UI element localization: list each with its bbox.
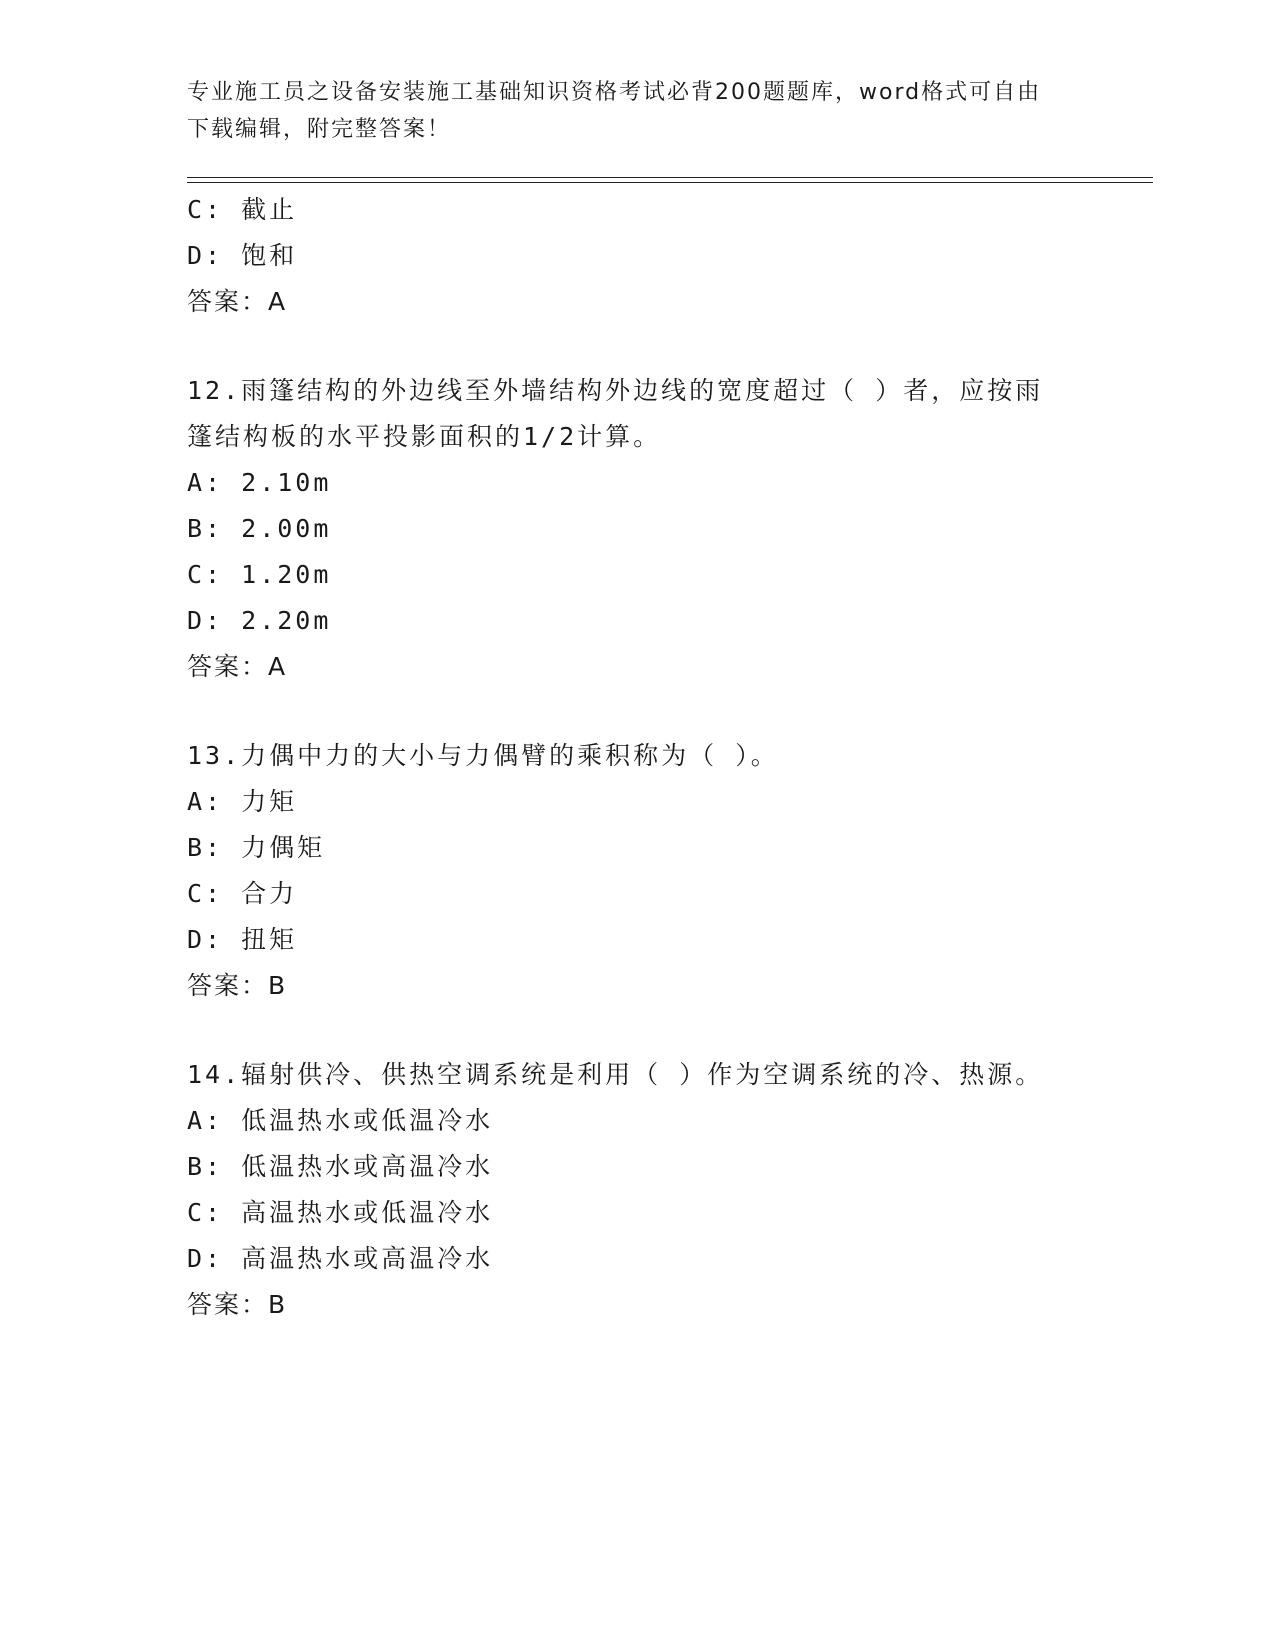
option-a: A: 力矩 [187, 787, 298, 816]
option-c: C: 合力 [187, 879, 298, 908]
option-c: C: 高温热水或低温冷水 [187, 1198, 494, 1227]
document-header [187, 74, 1067, 148]
answer-line: 答案：B [187, 1290, 288, 1319]
header-line-2: 下载编辑，附完整答案！ [187, 117, 452, 142]
header-divider-top [187, 177, 1153, 178]
spacer [187, 1009, 1087, 1052]
option-d: D: 高温热水或高温冷水 [187, 1244, 494, 1273]
question-13 [187, 733, 1087, 1009]
question-11-tail [187, 187, 1087, 325]
option-c: C: 1.20m [187, 560, 332, 589]
answer-line: 答案：A [187, 652, 288, 681]
header-line-1: 专业施工员之设备安装施工基础知识资格考试必背200题题库，word格式可自由 [187, 80, 1042, 105]
option-b: B: 力偶矩 [187, 833, 326, 862]
option-a: A: 2.10m [187, 468, 332, 497]
option-d: D: 2.20m [187, 606, 332, 635]
question-text-line-1: 13.力偶中力的大小与力偶臂的乘积称为（ ）。 [187, 741, 779, 770]
question-14 [187, 1052, 1087, 1328]
option-a: A: 低温热水或低温冷水 [187, 1106, 494, 1135]
spacer [187, 325, 1087, 368]
option-d: D: 扭矩 [187, 925, 298, 954]
header-divider-bottom [187, 182, 1153, 183]
option-c: C: 截止 [187, 195, 298, 224]
answer-line: 答案：A [187, 287, 288, 316]
option-d: D: 饱和 [187, 241, 298, 270]
spacer [187, 690, 1087, 733]
question-text-line-1: 14.辐射供冷、供热空调系统是利用（ ）作为空调系统的冷、热源。 [187, 1060, 1044, 1089]
question-text-line-1: 12.雨篷结构的外边线至外墙结构外边线的宽度超过（ ）者，应按雨 [187, 376, 1044, 405]
question-text-line-2: 篷结构板的水平投影面积的1/2计算。 [187, 422, 662, 451]
option-b: B: 2.00m [187, 514, 332, 543]
question-12 [187, 368, 1087, 690]
question-list [187, 187, 1087, 1328]
answer-line: 答案：B [187, 971, 288, 1000]
option-b: B: 低温热水或高温冷水 [187, 1152, 494, 1181]
